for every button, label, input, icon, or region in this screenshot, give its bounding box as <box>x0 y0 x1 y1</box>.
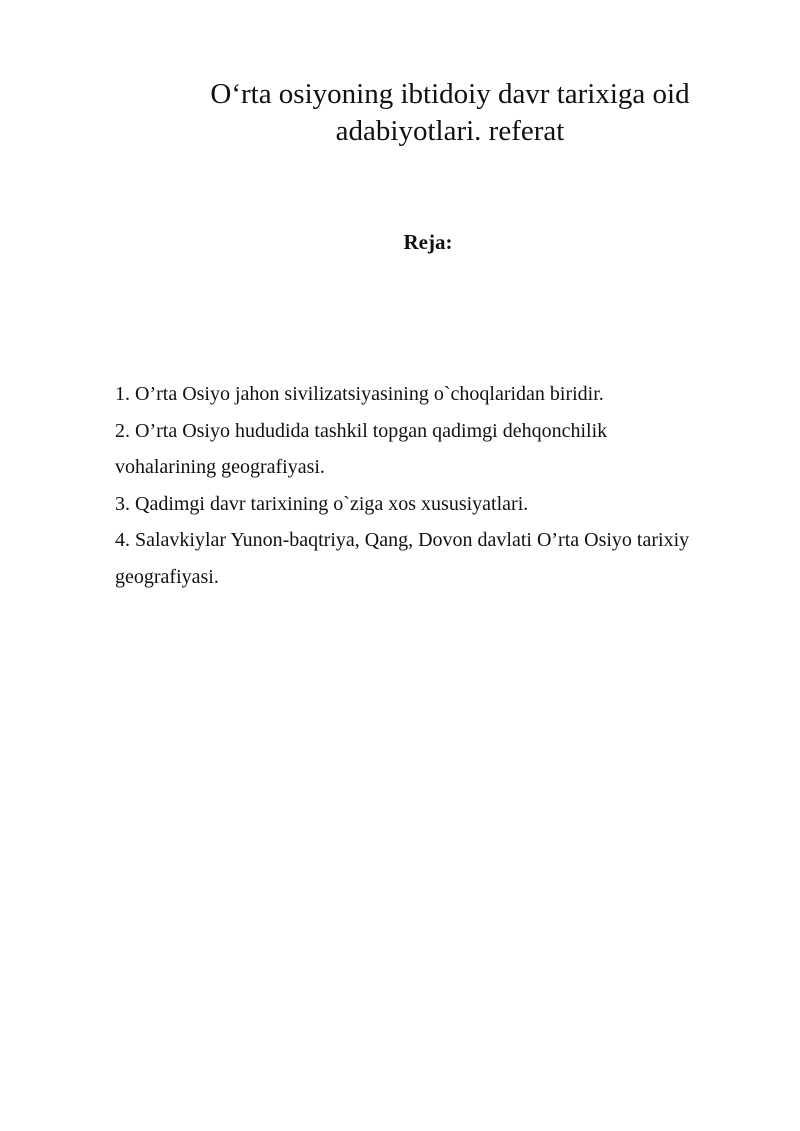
plan-list <box>115 376 755 595</box>
plan-line: vohalarining geografiyasi. <box>115 456 325 478</box>
document-title <box>150 76 750 150</box>
plan-heading: Reja: <box>403 230 453 254</box>
plan-line: 2. O’rta Osiyo hududida tashkil topgan qadimgi dehqonchilik <box>115 419 608 442</box>
plan-line: 3. Qadimgi davr tarixining o`ziga xos xususiyatlari. <box>115 492 529 515</box>
title-line-2: adabiyotlari. referat <box>335 115 565 147</box>
plan-line: 4. Salavkiylar Yunon-baqtriya, Qang, Dovon davlati O’rta Osiyo tarixiy <box>115 529 690 551</box>
plan-line: 1. O’rta Osiyo jahon sivilizatsiyasining o`choqlaridan biridir. <box>115 383 604 405</box>
plan-line: geografiyasi. <box>115 565 219 588</box>
title-line-1: O‘rta osiyoning ibtidoiy davr tarixiga oid <box>210 78 690 110</box>
